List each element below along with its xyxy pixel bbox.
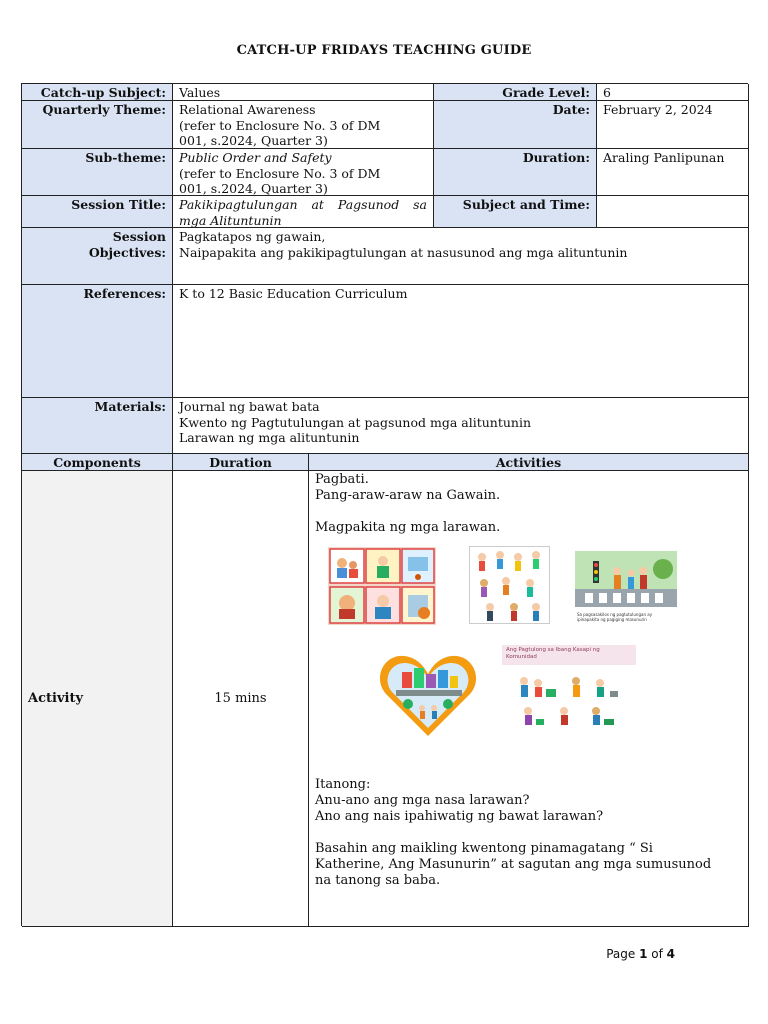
street-crossing-image — [575, 551, 677, 623]
grade-label: Grade Level: — [434, 84, 597, 101]
references-label: References: — [22, 285, 173, 398]
duration-header: Duration — [173, 454, 309, 471]
subject-time-label: Subject and Time: — [434, 196, 597, 228]
grade-value: 6 — [597, 84, 749, 101]
objectives-label-line-1: Session — [112, 229, 166, 244]
date-label: Date: — [434, 101, 597, 149]
date-value: February 2, 2024 — [597, 101, 749, 149]
activities-header: Activities — [309, 454, 749, 471]
materials-label: Materials: — [22, 398, 173, 455]
street-crossing-caption: Sa pagsasakilos ng pagtutulungan ay ipinapakita ng pagiging masunurin — [577, 612, 653, 622]
subtheme-value — [173, 149, 434, 196]
classroom-rules-image — [328, 547, 436, 625]
page-number — [606, 947, 675, 961]
session-title-value — [173, 196, 434, 228]
page-prefix: Page — [606, 947, 640, 961]
children-lining-up-image — [469, 546, 550, 624]
session-info-table — [21, 83, 748, 454]
page-total: 4 — [666, 947, 675, 961]
activity-duration-cell — [173, 471, 309, 927]
subject-value: Values — [173, 84, 434, 101]
theme-line-1: Relational Awareness — [179, 102, 316, 117]
activity-line-4: Itanong: — [315, 777, 371, 792]
materials-value — [173, 398, 749, 455]
document-title: CATCH-UP FRIDAYS TEACHING GUIDE — [236, 43, 532, 58]
blank-line — [315, 825, 742, 841]
materials-item-3: Larawan ng mga alituntunin — [179, 430, 360, 445]
activity-component: Activity — [28, 690, 83, 706]
activity-component-cell — [22, 471, 173, 927]
theme-label: Quarterly Theme: — [22, 101, 173, 149]
objectives-line-1: Pagkatapos ng gawain, — [179, 229, 326, 244]
activity-line-7: Basahin ang maikling kwentong pinamagatang “ Si — [315, 841, 653, 856]
objectives-line-2: Naipapakita ang pakikipagtulungan at nasusunod ang mga alituntunin — [179, 244, 628, 260]
components-header: Components — [22, 454, 173, 471]
subtheme-line-2: (refer to Enclosure No. 3 of DM — [179, 165, 381, 181]
activity-duration: 15 mins — [214, 690, 267, 706]
duration-label: Duration: — [434, 149, 597, 196]
theme-line-3: 001, s.2024, Quarter 3) — [179, 133, 328, 148]
helping-community-image — [502, 645, 636, 735]
objectives-value — [173, 228, 749, 285]
materials-item-2: Kwento ng Pagtutulungan at pagsunod mga alituntunin — [179, 414, 532, 430]
activity-line-2: Pang-araw-araw na Gawain. — [315, 488, 501, 503]
community-heart-image — [378, 650, 478, 740]
page-of: of — [647, 947, 667, 961]
subtheme-label: Sub-theme: — [22, 149, 173, 196]
helping-community-caption-bar — [502, 645, 636, 665]
activity-line-1: Pagbati. — [315, 472, 369, 487]
session-title-label: Session Title: — [22, 196, 173, 228]
activity-line-5: Anu-ano ang mga nasa larawan? — [315, 793, 530, 808]
references-value: K to 12 Basic Education Curriculum — [173, 285, 749, 398]
subject-time-value — [597, 196, 749, 228]
activity-line-8: Katherine, Ang Masunurin” at sagutan ang mga sumusunod — [315, 857, 712, 872]
subtheme-line-1: Public Order and Safety — [179, 150, 332, 165]
duration-value: Araling Panlipunan — [597, 149, 749, 196]
session-title-line-1: Pakikipagtulungan at Pagsunod sa — [179, 197, 427, 212]
page-current: 1 — [639, 947, 648, 961]
theme-value — [173, 101, 434, 149]
objectives-label — [22, 228, 173, 285]
objectives-label-line-2: Objectives: — [88, 244, 166, 260]
materials-item-1: Journal ng bawat bata — [179, 399, 320, 414]
activity-line-6: Ano ang nais ipahiwatig ng bawat larawan? — [315, 809, 604, 824]
activity-line-3: Magpakita ng mga larawan. — [315, 520, 501, 535]
subtheme-line-3: 001, s.2024, Quarter 3) — [179, 181, 328, 196]
theme-line-2: (refer to Enclosure No. 3 of DM — [179, 117, 381, 133]
blank-line — [315, 504, 742, 520]
session-title-line-2: mga Alituntunin — [179, 212, 282, 228]
helping-community-caption: Ang Pagtulong sa Ibang Kasapi ng Komunidad — [506, 647, 600, 660]
activity-line-9: na tanong sa baba. — [315, 873, 441, 888]
subject-label: Catch-up Subject: — [22, 84, 173, 101]
